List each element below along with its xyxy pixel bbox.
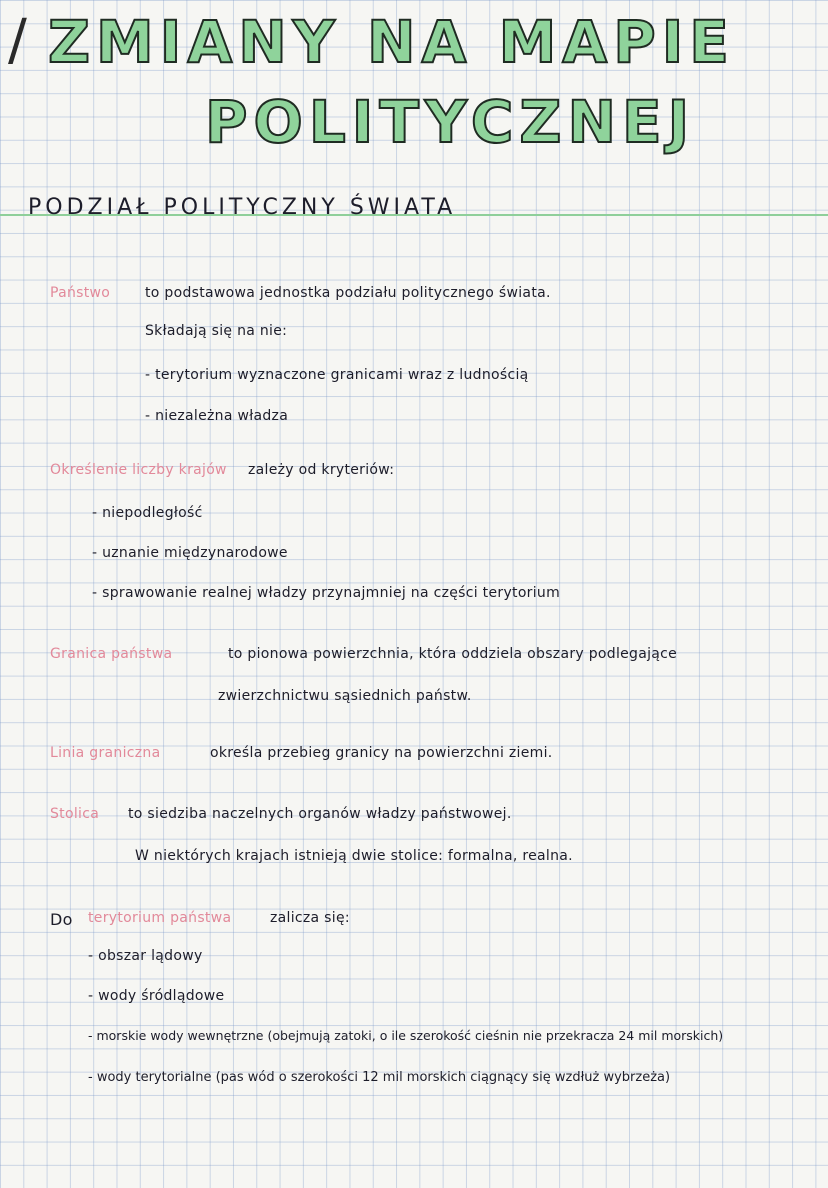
list-item: - niezależna władza: [145, 408, 289, 424]
term-terytorium: terytorium państwa: [88, 910, 232, 926]
terytorium-post: zalicza się:: [270, 910, 350, 926]
def-liczba: zależy od kryteriów:: [248, 462, 395, 478]
def-stolica-1: to siedziba naczelnych organów władzy państwowej.: [128, 806, 512, 822]
def-panstwo: to podstawowa jednostka podziału politycznego świata.: [145, 285, 551, 301]
list-item: - wody terytorialne (pas wód o szerokości 12 mil morskich ciągnący się wzdłuż wybrzeża): [88, 1070, 671, 1085]
def-granica-2: zwierzchnictwu sąsiednich państw.: [218, 688, 472, 704]
title-line-1: ZMIANY NA MAPIE: [48, 8, 735, 76]
def-linia: określa przebieg granicy na powierzchni ziemi.: [210, 745, 553, 761]
term-granica: Granica państwa: [50, 646, 173, 662]
list-item: - morskie wody wewnętrzne (obejmują zatoki, o ile szerokość cieśnin nie przekracza 24 mil morskich): [88, 1028, 724, 1043]
section-heading: PODZIAŁ POLITYCZNY ŚWIATA: [28, 195, 457, 220]
def-stolica-2: W niektórych krajach istnieją dwie stolice: formalna, realna.: [135, 848, 573, 864]
term-liczba: Określenie liczby krajów: [50, 462, 227, 478]
title-line-2: POLITYCZNEJ: [205, 88, 696, 156]
term-linia: Linia graniczna: [50, 745, 161, 761]
list-item: - niepodległość: [92, 505, 203, 521]
list-item: - uznanie międzynarodowe: [92, 545, 288, 561]
panstwo-sub: Składają się na nie:: [145, 323, 288, 339]
list-item: - sprawowanie realnej władzy przynajmniej na części terytorium: [92, 585, 561, 601]
term-panstwo: Państwo: [50, 285, 111, 301]
terytorium-pre: Do: [50, 910, 73, 929]
list-item: - obszar lądowy: [88, 948, 203, 964]
list-item: - wody śródlądowe: [88, 988, 225, 1004]
def-granica-1: to pionowa powierzchnia, która oddziela obszary podlegające: [228, 646, 678, 662]
title-slash: /: [8, 8, 27, 73]
term-stolica: Stolica: [50, 806, 100, 822]
list-item: - terytorium wyznaczone granicami wraz z ludnością: [145, 367, 529, 383]
